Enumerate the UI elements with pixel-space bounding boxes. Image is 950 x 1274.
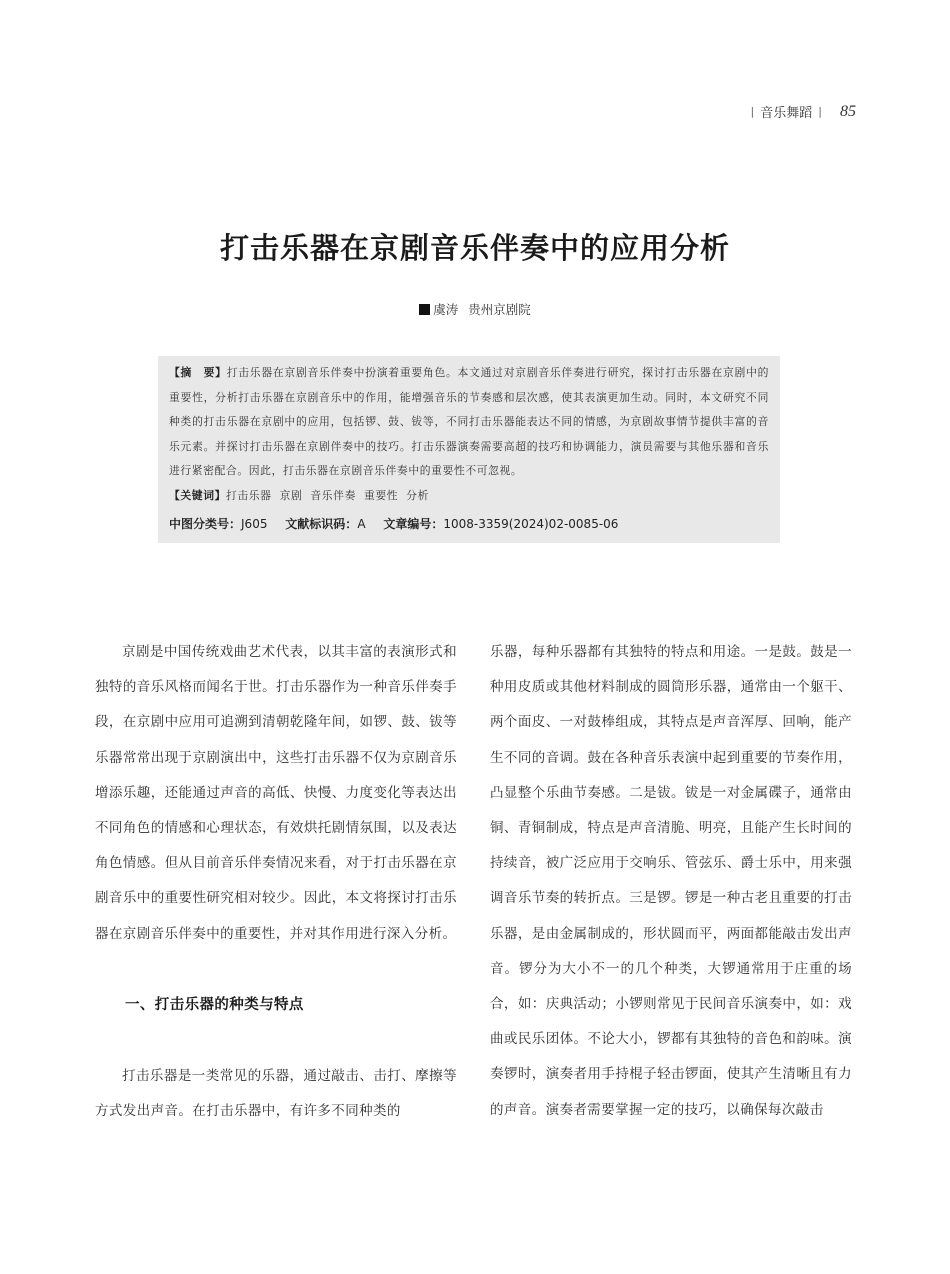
section-heading: 一、打击乐器的种类与特点: [125, 996, 304, 1013]
article-title: 打击乐器在京剧音乐伴奏中的应用分析: [219, 231, 730, 265]
body-column-right: [490, 635, 852, 1128]
author-name: 虞涛: [433, 302, 459, 317]
abstract-box: [158, 356, 780, 543]
keyword: 打击乐器: [225, 488, 272, 502]
keywords-label: 【关键词】: [169, 488, 226, 502]
intro-paragraph: 京剧是中国传统戏曲艺术代表，以其丰富的表演形式和独特的音乐风格而闻名于世。打击乐器作为一种音乐伴奏手段，在京剧中应用可追溯到清朝乾隆年间，如锣、鼓、钹等乐器常常出现于京剧演出中，这些打击乐器不仅为京剧音乐增添乐趣，还能通过声音的高低、快慢、力度变化等表达出不同角色的情感和心理状态，有效烘托剧情氛围，以及表达角色情感。但从目前音乐伴奏情况来看，对于打击乐器在京剧音乐中的重要性研究相对较少。因此，本文将探讨打击乐器在京剧音乐伴奏中的重要性，并对其作用进行深入分析。: [95, 644, 457, 942]
byline: [0, 300, 950, 318]
abstract: [169, 361, 769, 484]
document-code: 文献标识码：A: [285, 517, 366, 531]
keyword: 重要性: [363, 488, 399, 502]
classification-line: [169, 508, 769, 543]
page-number: 85: [840, 102, 856, 120]
keyword: 京剧: [279, 488, 303, 502]
section-name: 音乐舞蹈: [760, 106, 813, 121]
header-divider-right: |: [818, 105, 822, 118]
abstract-label: 【摘 要】: [169, 366, 227, 379]
running-header: [745, 102, 856, 121]
continued-paragraph: 乐器，每种乐器都有其独特的特点和用途。一是鼓。鼓是一种用皮质或其他材料制成的圆筒形乐器，通常由一个躯干、两个面皮、一对鼓棒组成，其特点是声音浑厚、回响，能产生不同的音调。鼓在各种音乐表演中起到重要的节奏作用，凸显整个乐曲节奏感。二是钹。钹是一对金属碟子，通常由铜、青铜制成，特点是声音清脆、明亮，且能产生长时间的持续音，被广泛应用于交响乐、管弦乐、爵士乐中，用来强调音乐节奏的转折点。三是锣。锣是一种古老且重要的打击乐器，是由金属制成的，形状圆而平，两面都能敲击发出声音。锣分为大小不一的几个种类，大锣通常用于庄重的场合，如：庆典活动；小锣则常见于民间音乐演奏中，如：戏曲或民乐团体。不论大小，锣都有其独特的音色和韵味。演奏锣时，演奏者用手持棍子轻击锣面，使其产生清晰且有力的声音。演奏者需要掌握一定的技巧，以确保每次敲击: [490, 644, 852, 1118]
article-number: 文章编号：1008-3359(2024)02-0085-06: [383, 517, 619, 531]
abstract-text: 打击乐器在京剧音乐伴奏中扮演着重要角色。本文通过对京剧音乐伴奏进行研究，探讨打击乐器在京剧中的重要性，分析打击乐器在京剧音乐中的作用，能增强音乐的节奏感和层次感，使其表演更加生动。同时，本文研究不同种类的打击乐器在京剧中的应用，包括锣、鼓、钹等，不同打击乐器能表达不同的情感，为京剧故事情节提供丰富的音乐元素。并探讨打击乐器在京剧伴奏中的技巧。打击乐器演奏需要高超的技巧和协调能力，演员需要与其他乐器和音乐进行紧密配合。因此，打击乐器在京剧音乐伴奏中的重要性不可忽视。: [169, 366, 770, 477]
keyword: 音乐伴奏: [310, 488, 356, 502]
author-affiliation: 贵州京剧院: [468, 302, 531, 317]
header-divider-left: |: [750, 105, 755, 118]
section1-paragraph: 打击乐器是一类常见的乐器，通过敲击、击打、摩擦等方式发出声音。在打击乐器中，有许多不同种类的: [95, 1068, 457, 1120]
body-column-left: [95, 635, 457, 1129]
author-marker-icon: [419, 304, 430, 315]
clc-number: 中图分类号：J605: [169, 517, 268, 531]
keyword: 分析: [406, 488, 429, 502]
keywords: [169, 484, 769, 509]
